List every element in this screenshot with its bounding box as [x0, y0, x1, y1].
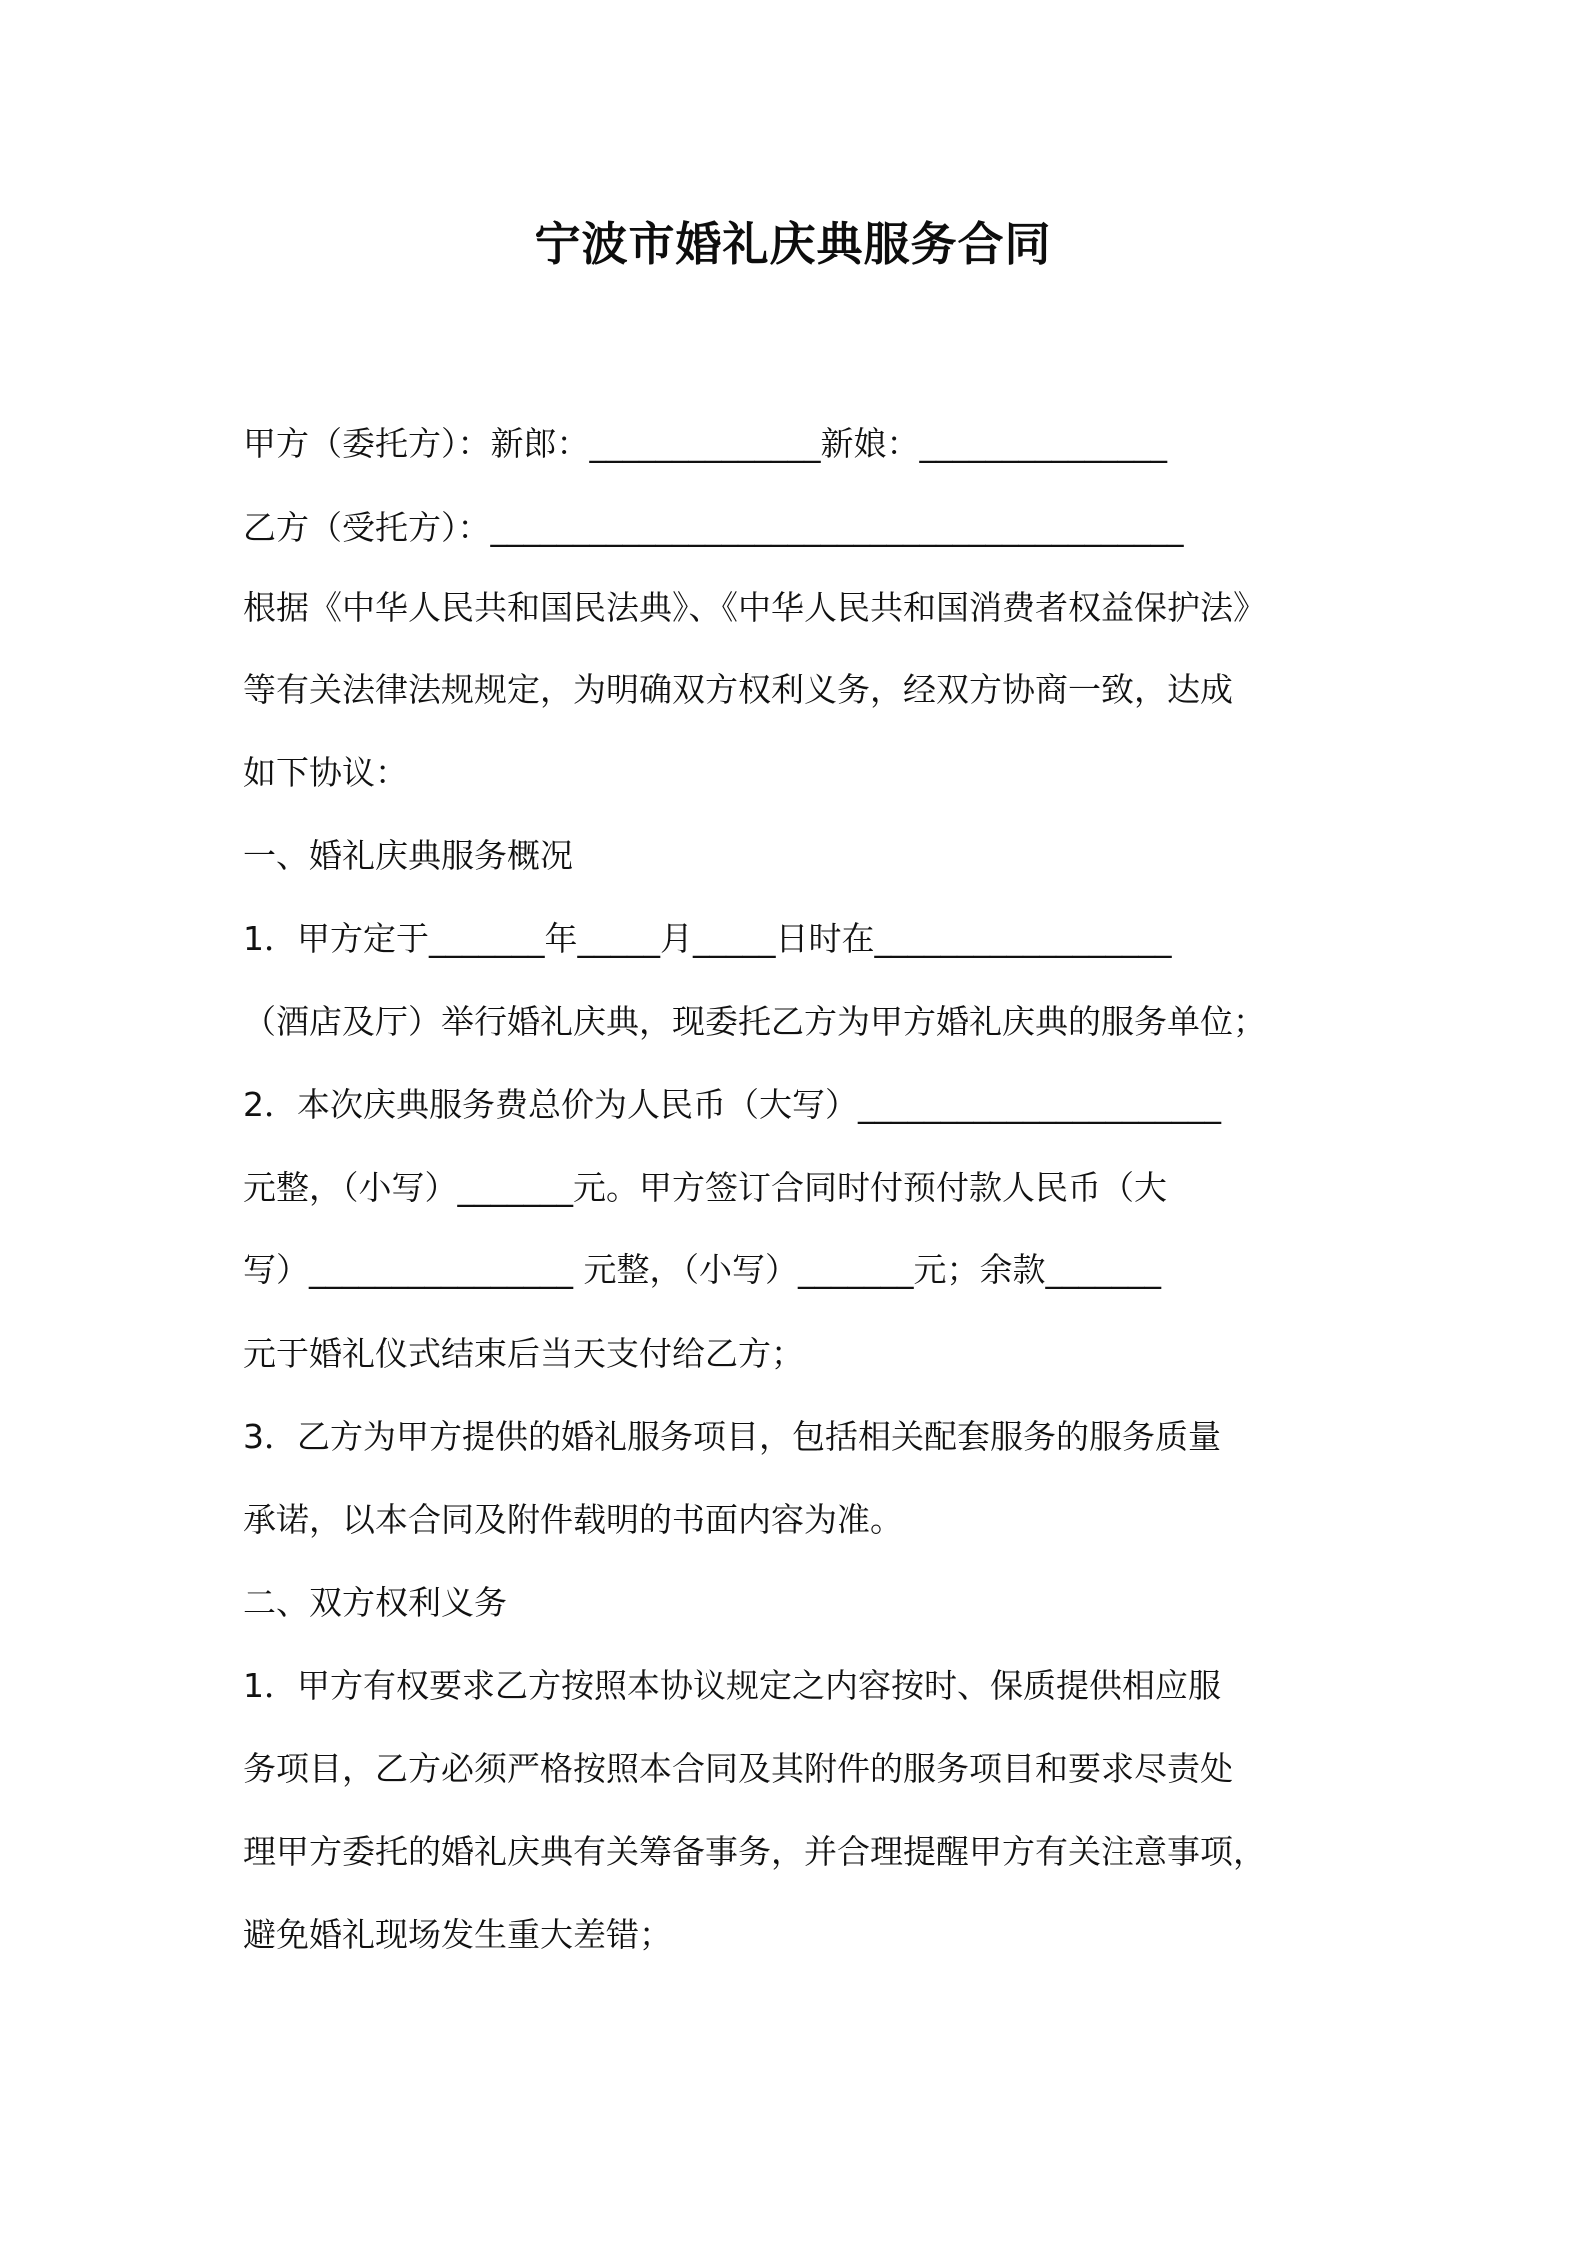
preamble-line-2: 等有关法律法规规定，为明确双方权利义务，经双方协商一致，达成 — [243, 670, 1233, 709]
clause-1-1-line-2: （酒店及厅）举行婚礼庆典，现委托乙方为甲方婚礼庆典的服务单位； — [243, 1002, 1266, 1041]
section-1-heading: 一、婚礼庆典服务概况 — [243, 836, 573, 875]
clause-1-1-line-1: 1．甲方定于_______年_____月_____日时在__________________ — [243, 919, 1172, 958]
party-b-line: 乙方（受托方）：__________________________________________ — [243, 508, 1184, 547]
section-2-heading: 二、双方权利义务 — [243, 1583, 507, 1622]
preamble-line-1: 根据《中华人民共和国民法典》、《中华人民共和国消费者权益保护法》 — [243, 588, 1266, 627]
clause-1-3-line-1: 3．乙方为甲方提供的婚礼服务项目，包括相关配套服务的服务质量 — [243, 1417, 1221, 1456]
clause-2-1-line-2: 务项目，乙方必须严格按照本合同及其附件的服务项目和要求尽责处 — [243, 1749, 1233, 1788]
clause-1-2-line-1: 2．本次庆典服务费总价为人民币（大写）______________________ — [243, 1085, 1221, 1124]
clause-2-1-line-3: 理甲方委托的婚礼庆典有关筹备事务，并合理提醒甲方有关注意事项， — [243, 1832, 1266, 1871]
clause-1-2-line-2: 元整，（小写）_______元。甲方签订合同时付预付款人民币（大 — [243, 1168, 1167, 1207]
clause-1-3-line-2: 承诺，以本合同及附件载明的书面内容为准。 — [243, 1500, 903, 1539]
clause-1-2-line-4: 元于婚礼仪式结束后当天支付给乙方； — [243, 1334, 804, 1373]
clause-1-2-line-3: 写）________________ 元整，（小写）_______元；余款_______ — [243, 1250, 1161, 1289]
party-a-line: 甲方（委托方）：新郎：______________新娘：_______________ — [243, 424, 1167, 463]
clause-2-1-line-4: 避免婚礼现场发生重大差错； — [243, 1915, 672, 1954]
clause-2-1-line-1: 1．甲方有权要求乙方按照本协议规定之内容按时、保质提供相应服 — [243, 1666, 1221, 1705]
preamble-line-3: 如下协议： — [243, 753, 408, 792]
document-title: 宁波市婚礼庆典服务合同 — [534, 217, 1052, 271]
